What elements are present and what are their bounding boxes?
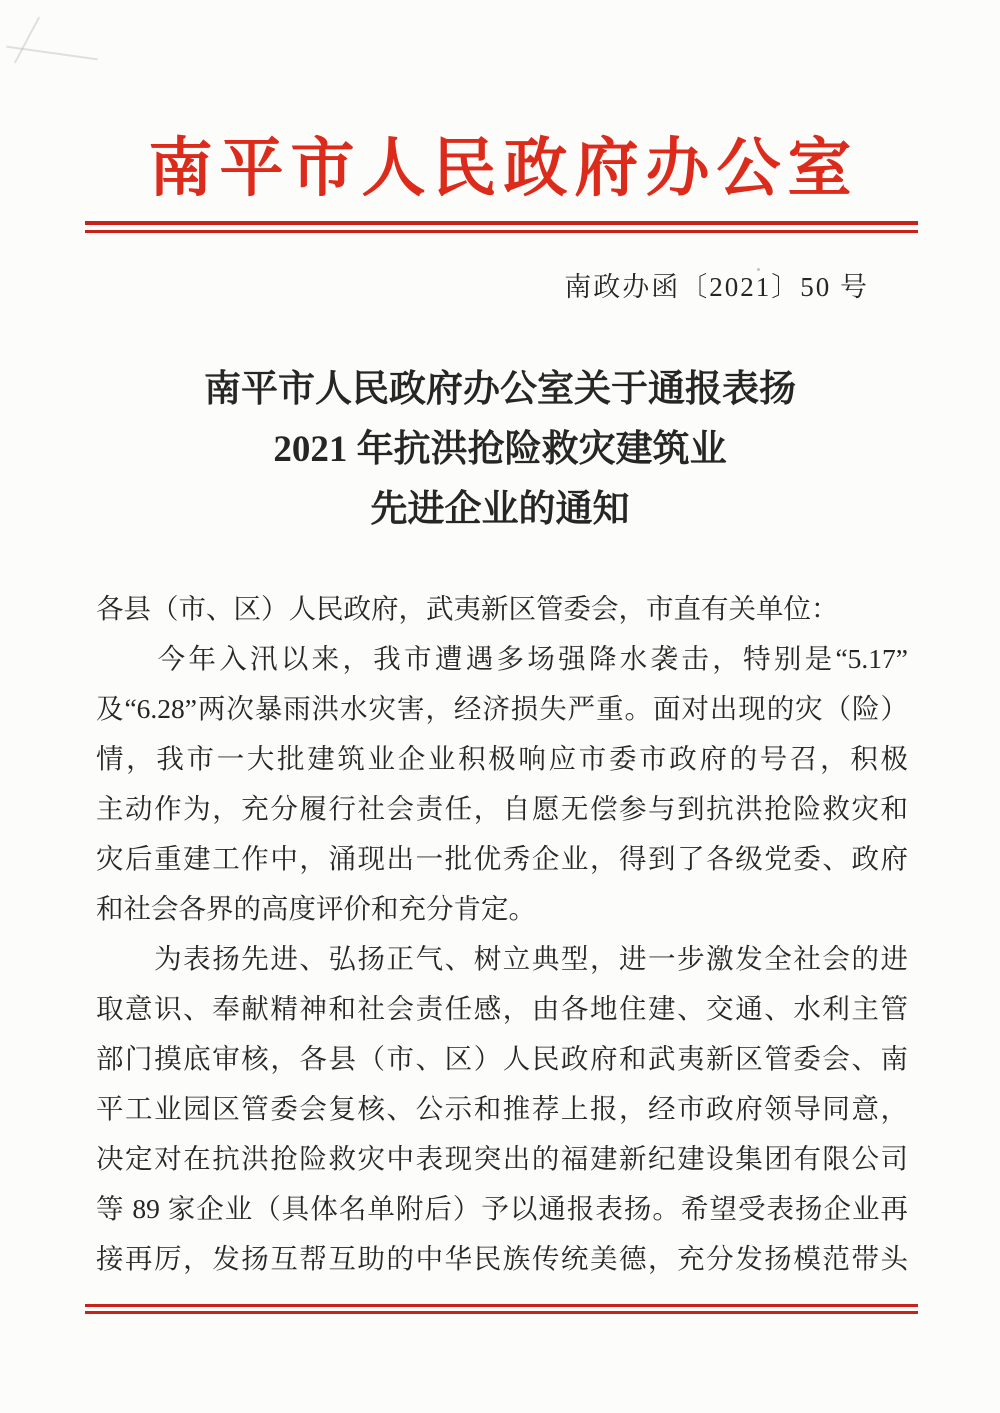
document-title bbox=[0, 360, 1000, 540]
body-text-line: 部门摸底审核，各县（市、区）人民政府和武夷新区管委会、南 bbox=[96, 1043, 908, 1074]
body-text-line: 接再厉，发扬互帮互助的中华民族传统美德，充分发扬模范带头 bbox=[96, 1243, 908, 1274]
body-text-line: 为表扬先进、弘扬正气、树立典型，进一步激发全社会的进 bbox=[96, 943, 908, 974]
body-text-line: 主动作为，充分履行社会责任，自愿无偿参与到抗洪抢险救灾和 bbox=[96, 793, 908, 824]
footer-rule-upper bbox=[85, 1304, 918, 1307]
body-text-line: 等 89 家企业（具体名单附后）予以通报表扬。希望受表扬企业再 bbox=[96, 1193, 908, 1224]
header-rule-thick bbox=[85, 221, 918, 225]
agency-header-title: 南平市人民政府办公室 bbox=[148, 133, 859, 204]
document-title-line: 2021 年抗洪抢险救灾建筑业 bbox=[273, 429, 727, 470]
body-text-line: 和社会各界的高度评价和充分肯定。 bbox=[96, 893, 536, 924]
document-title-line: 南平市人民政府办公室关于通报表扬 bbox=[204, 369, 796, 410]
body-text-line: 灾后重建工作中，涌现出一批优秀企业，得到了各级党委、政府 bbox=[96, 843, 908, 874]
scan-artifact bbox=[14, 17, 40, 64]
body-text-line: 平工业园区管委会复核、公示和推荐上报，经市政府领导同意， bbox=[96, 1093, 908, 1124]
body-text-line: 决定对在抗洪抢险救灾中表现突出的福建新纪建设集团有限公司 bbox=[96, 1143, 908, 1174]
body-text-line: 情，我市一大批建筑业企业积极响应市委市政府的号召，积极 bbox=[96, 743, 908, 774]
body-text-line: 今年入汛以来，我市遭遇多场强降水袭击，特别是“5.17” bbox=[96, 643, 908, 674]
document-body bbox=[96, 584, 908, 1284]
body-paragraph-lines bbox=[96, 634, 908, 1284]
salutation-line: 各县（市、区）人民政府，武夷新区管委会，市直有关单位： bbox=[96, 593, 839, 624]
body-text-line: 取意识、奉献精神和社会责任感，由各地住建、交通、水利主管 bbox=[96, 993, 908, 1024]
body-text-line: 及“6.28”两次暴雨洪水灾害，经济损失严重。面对出现的灾（险） bbox=[96, 693, 908, 724]
document-reference-number: 南政办函〔2021〕50 号 bbox=[564, 272, 869, 302]
footer-rule-lower bbox=[85, 1311, 918, 1314]
header-rule-thin bbox=[85, 230, 918, 233]
document-title-line: 先进企业的通知 bbox=[370, 489, 630, 530]
